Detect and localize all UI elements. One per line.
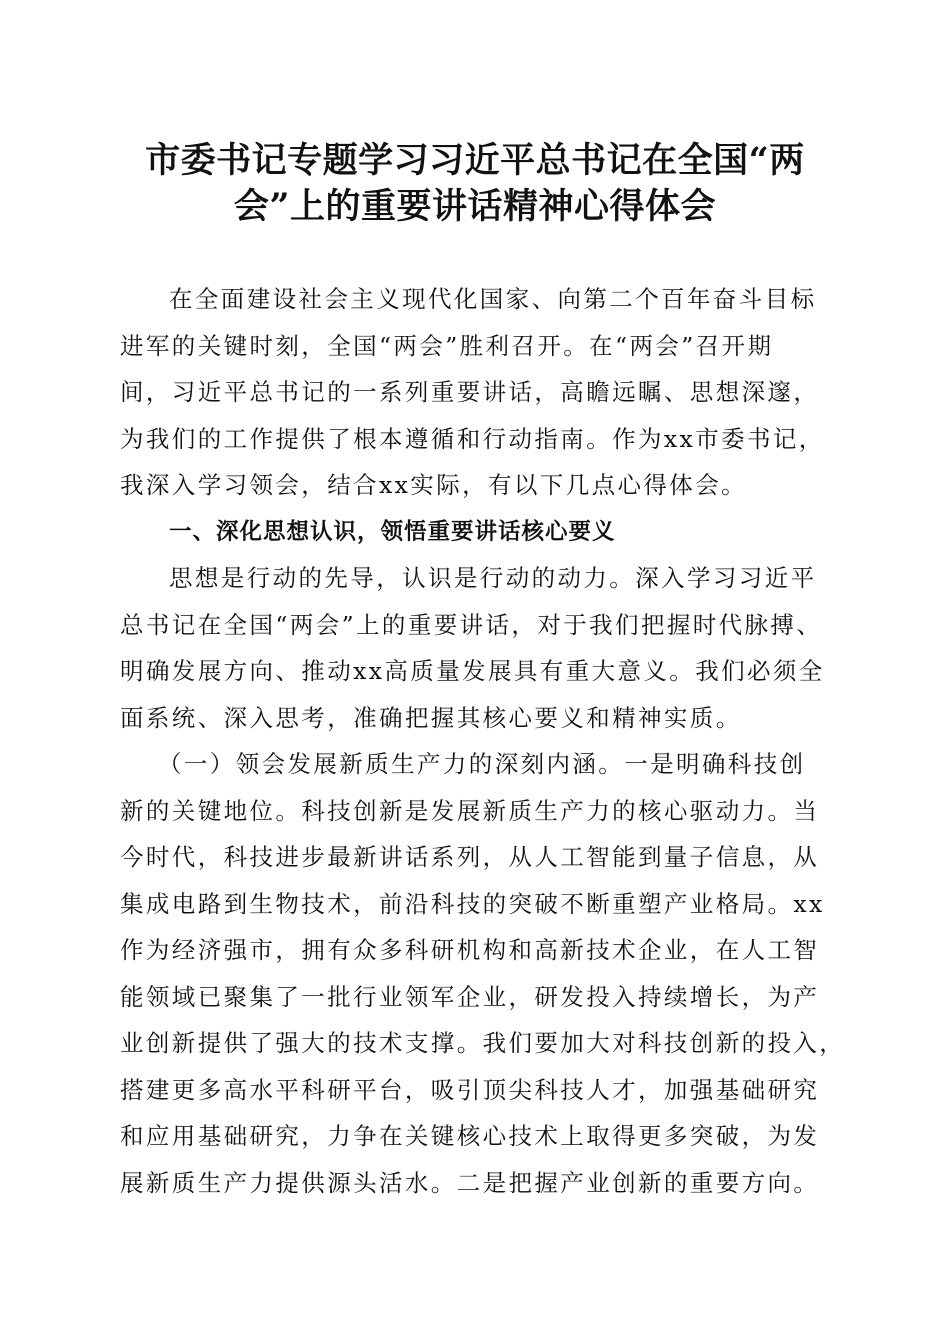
text-line: 我深入学习领会，结合xx实际，有以下几点心得体会。 xyxy=(120,471,748,499)
heading-line: 一、深化思想认识，领悟重要讲话核心要义 xyxy=(169,518,616,545)
text-line: 今时代，科技进步最新讲话系列，从人工智能到量子信息，从 xyxy=(120,843,820,871)
text-line: 明确发展方向、推动xx高质量发展具有重大意义。我们必须全 xyxy=(120,657,825,685)
text-line: 业创新提供了强大的技术支撑。我们要加大对科技创新的投入， xyxy=(120,1029,846,1057)
text-line: 新的关键地位。科技创新是发展新质生产力的核心驱动力。当 xyxy=(120,796,820,825)
text-line: 搭建更多高水平科研平台，吸引顶尖科技人才，加强基础研究 xyxy=(120,1075,820,1104)
text-line: 展新质生产力提供源头活水。二是把握产业创新的重要方向。 xyxy=(120,1168,820,1197)
title-line: 会”上的重要讲话精神心得体会 xyxy=(233,186,717,227)
paragraph-intro xyxy=(120,276,832,509)
text-line: 间，习近平总书记的一系列重要讲话，高瞻远瞩、思想深邃， xyxy=(120,378,820,406)
document-body xyxy=(120,276,846,1206)
text-line: 面系统、深入思考，准确把握其核心要义和精神实质。 xyxy=(120,703,742,732)
text-line: 在全面建设社会主义现代化国家、向第二个百年奋斗目标 xyxy=(169,285,817,313)
text-line: 思想是行动的先导，认识是行动的动力。深入学习习近平 xyxy=(169,564,817,592)
document-title xyxy=(110,138,840,230)
paragraph-thought xyxy=(120,555,832,741)
text-line: 进军的关键时刻，全国“两会”胜利召开。在“两会”召开期 xyxy=(120,331,774,360)
text-line: 集成电路到生物技术，前沿科技的突破不断重塑产业格局。xx xyxy=(120,889,825,918)
text-line: 能领域已聚集了一批行业领军企业，研发投入持续增长，为产 xyxy=(120,982,820,1011)
section-heading xyxy=(120,509,832,556)
paragraph-subsection-1 xyxy=(120,741,846,1206)
text-line: 作为经济强市，拥有众多科研机构和高新技术企业，在人工智 xyxy=(120,936,820,964)
title-line: 市委书记专题学习习近平总书记在全国“两 xyxy=(145,140,805,181)
text-line: 总书记在全国“两会”上的重要讲话，对于我们把握时代脉搏、 xyxy=(120,610,823,639)
text-line: （一）领会发展新质生产力的深刻内涵。一是明确科技创 xyxy=(158,750,806,778)
text-line: 为我们的工作提供了根本遵循和行动指南。作为xx市委书记， xyxy=(120,424,825,453)
text-line: 和应用基础研究，力争在关键核心技术上取得更多突破，为发 xyxy=(120,1122,820,1150)
